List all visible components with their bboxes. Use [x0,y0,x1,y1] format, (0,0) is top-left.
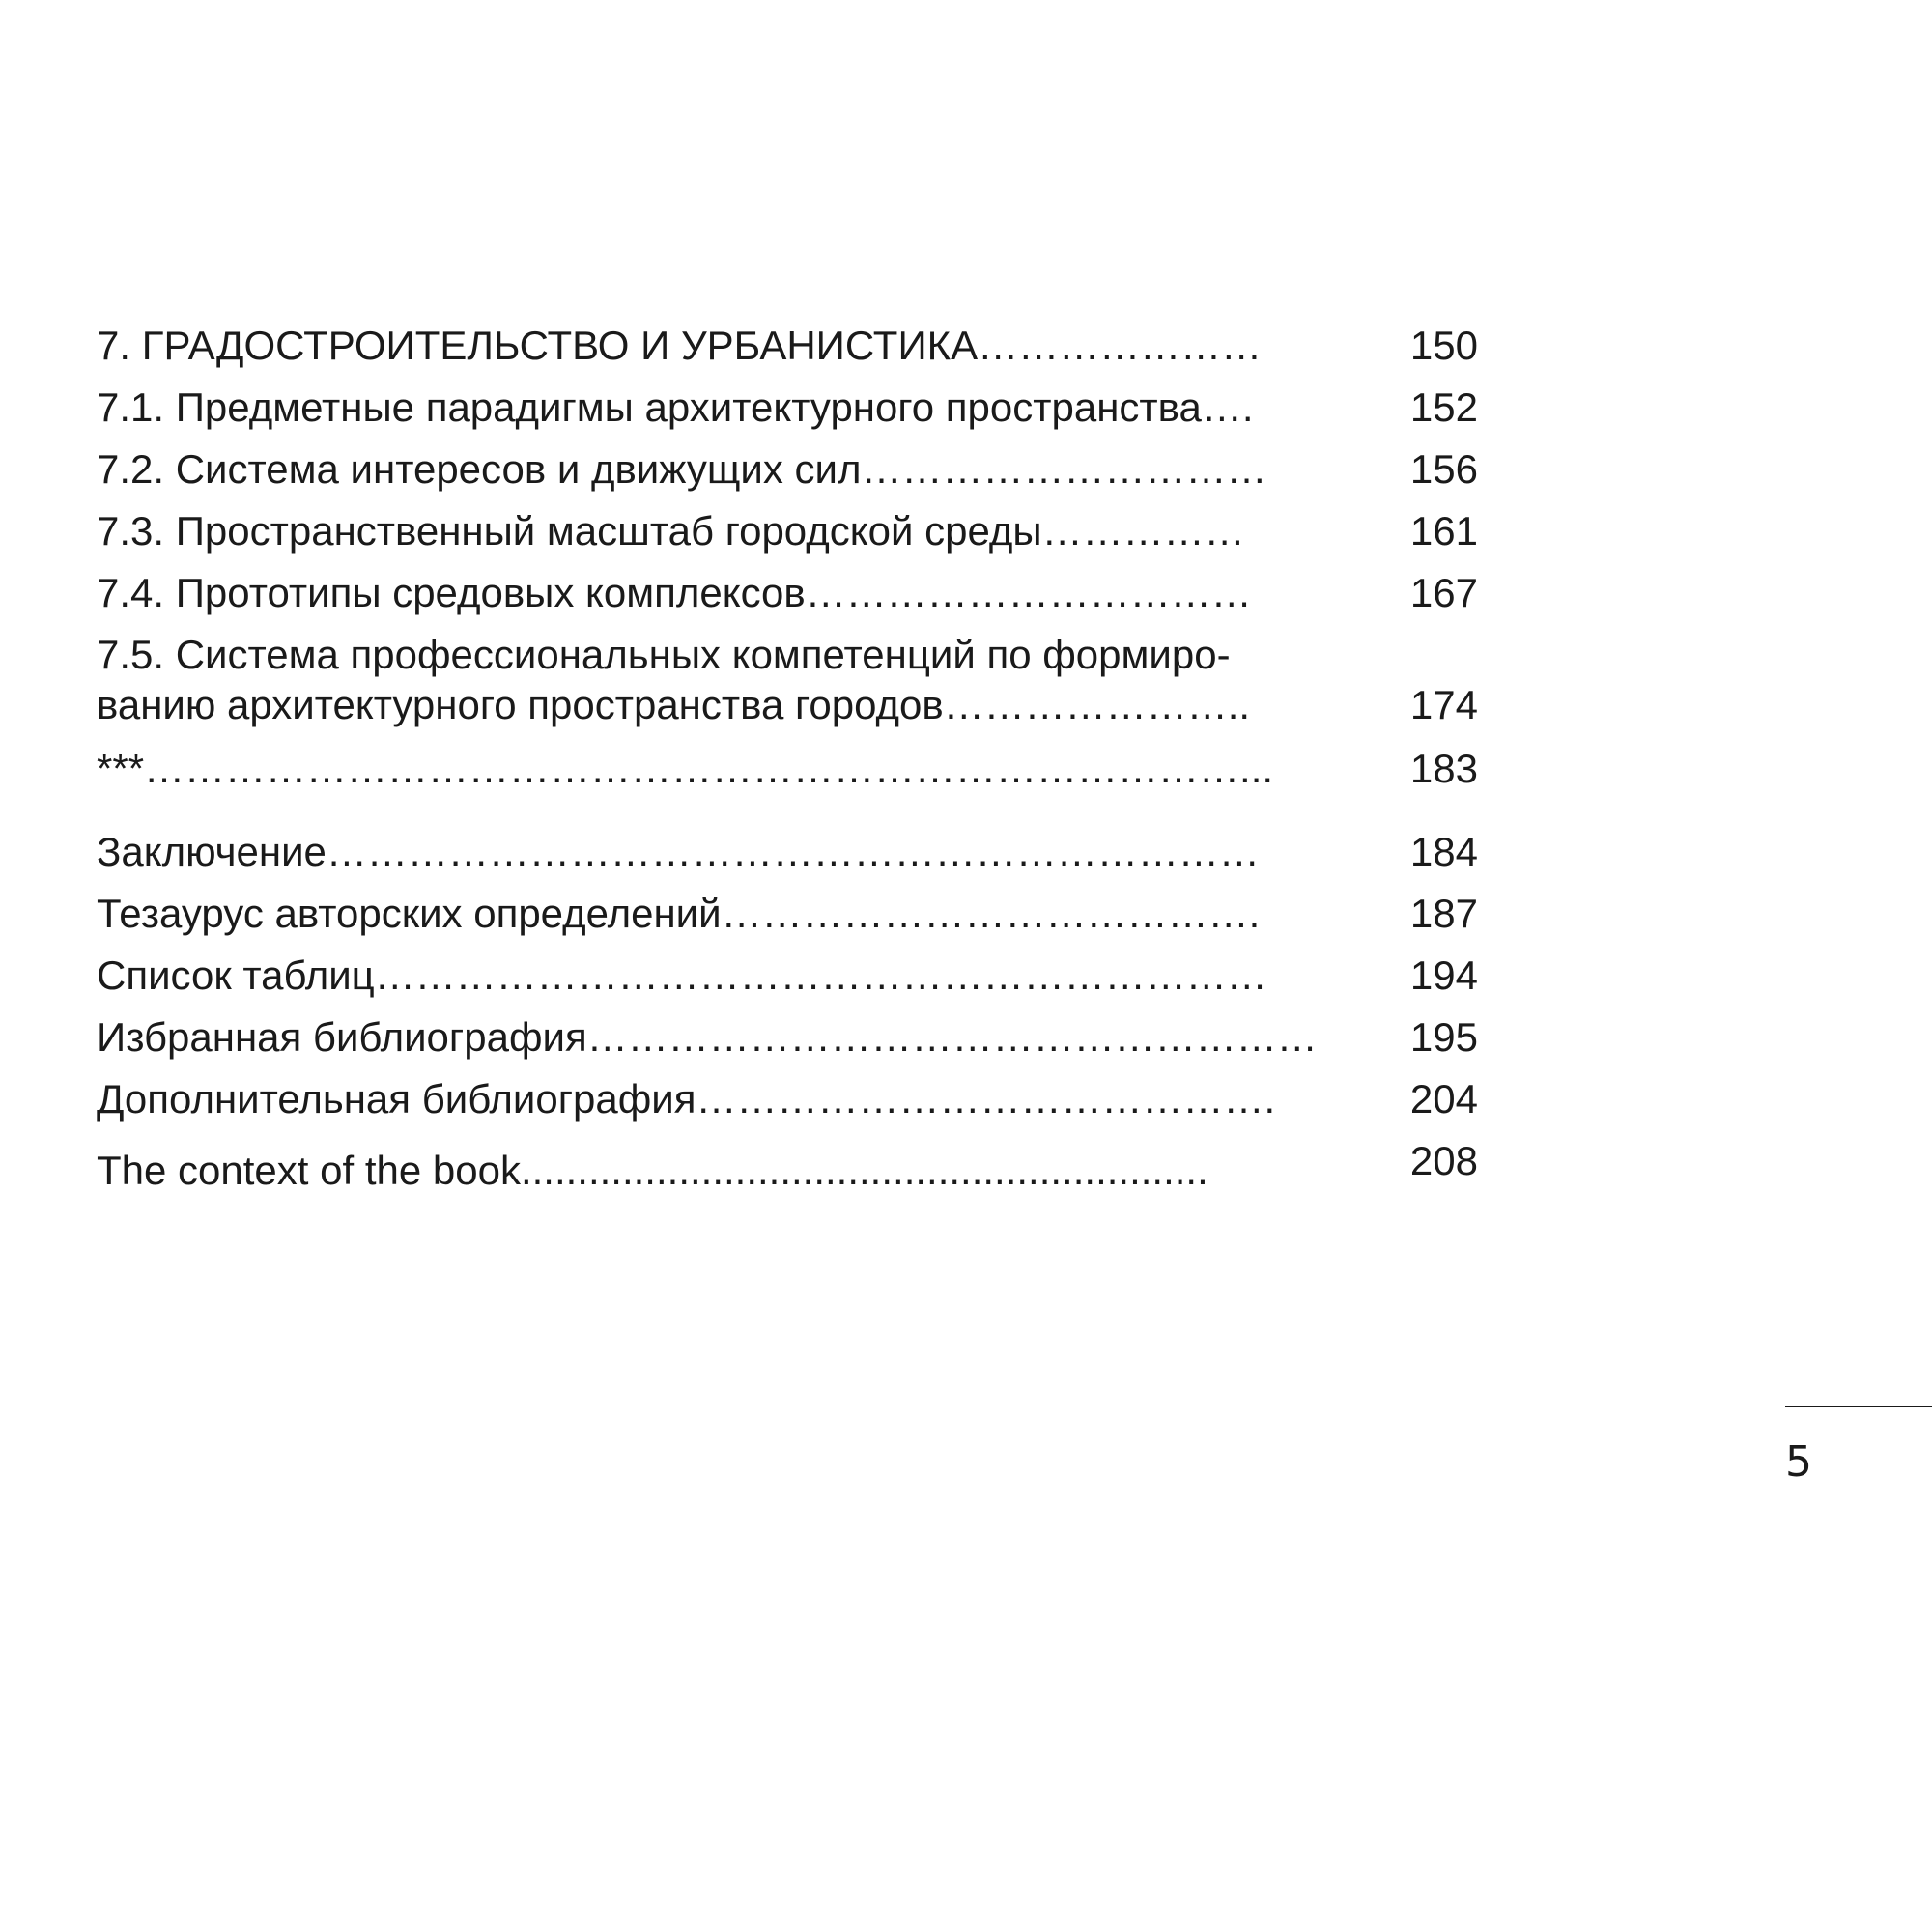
toc-entry-title: ***………………………………………………………………………... [97,746,1274,791]
toc-entry[interactable] [97,439,1478,500]
toc-entry-page: 161 [1409,508,1478,554]
toc-entry-page: 187 [1409,891,1478,936]
toc-entry[interactable] [97,315,1478,377]
toc-entry[interactable] [97,500,1478,562]
toc-entry-title: 7.2. Система интересов и движущих сил………………………… [97,446,1267,492]
toc-entry[interactable] [97,1007,1478,1068]
toc-entry-page: 195 [1409,1014,1478,1060]
toc-entry-page: 167 [1409,570,1478,615]
toc-entry[interactable] [97,624,1478,738]
toc-entry-title: 7.1. Предметные парадигмы архитектурного пространства…. [97,384,1254,430]
toc-entry-page: 194 [1409,952,1478,998]
toc-entry-title: Заключение…………………………………………………………… [97,829,1260,874]
toc-entry[interactable] [97,1068,1478,1130]
section-gap [97,800,1478,821]
toc-entry-page: 204 [1409,1076,1478,1122]
toc-entry[interactable] [97,562,1478,624]
toc-entry-title: 7.3. Пространственный масштаб городской среды…………… [97,508,1245,554]
toc-entry[interactable] [97,377,1478,439]
toc-entry[interactable] [97,821,1478,883]
toc-entry-page: 152 [1409,384,1478,430]
toc-entry-page: 208 [1409,1138,1478,1183]
toc-entry-page: 156 [1409,446,1478,492]
toc-entry-title-line1: 7.5. Система профессиональных компетенций по формиро- [97,632,1231,677]
toc-entry-title-line2: ванию архитектурного пространства городов………………….. [97,682,1251,727]
page-number-rule [1785,1406,1932,1407]
toc-entry-page: 184 [1409,829,1478,874]
toc-entry[interactable] [97,1130,1478,1192]
toc-entry-title: Тезаурус авторских определений…………………………………. [97,891,1261,936]
toc-entry-title: 7. ГРАДОСТРОИТЕЛЬСТВО И УРБАНИСТИКА………………… [97,323,1263,368]
toc-entry[interactable] [97,883,1478,945]
toc-entry[interactable] [97,945,1478,1007]
toc-entry-title: Дополнительная библиография……………………………………. [97,1076,1276,1122]
toc-entry-title: The context of the book............................................................. [97,1148,1208,1193]
toc-entry-title: Список таблиц………………………………………………………… [97,952,1267,998]
toc-entry-title: 7.4. Прототипы средовых комплексов…………………………… [97,570,1252,615]
toc-entry-page: 150 [1409,323,1478,368]
page-number: 5 [1785,1437,1812,1487]
toc-entry-title: Избранная библиография……………………………………………… [97,1014,1318,1060]
toc-entry[interactable] [97,738,1478,800]
toc-entry-page: 183 [1409,746,1478,791]
toc-entry-page: 174 [1409,682,1478,727]
table-of-contents [97,315,1478,1192]
